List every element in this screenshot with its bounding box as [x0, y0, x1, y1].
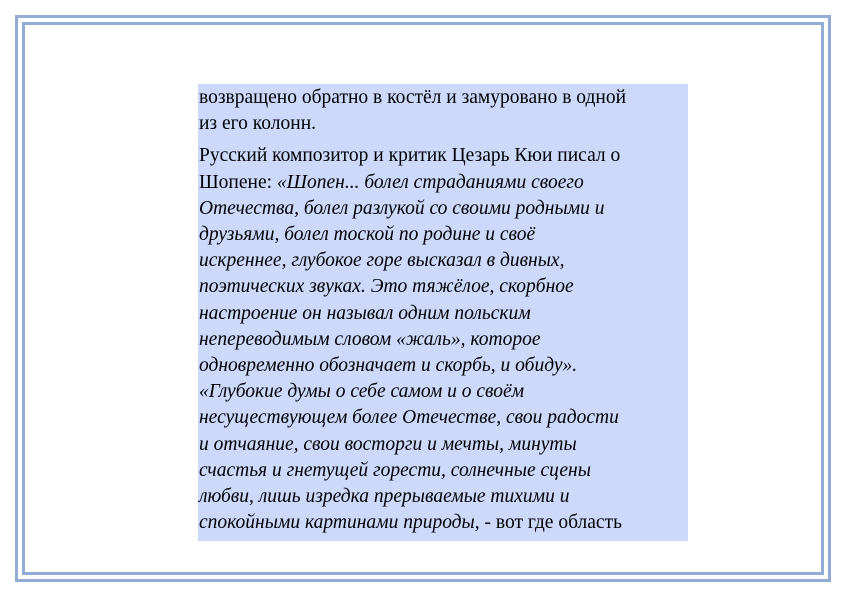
quote-line: искреннее, глубокое горе высказал в дивных, [199, 250, 565, 272]
text-regular: Шопене: [199, 171, 277, 193]
text-line [199, 510, 688, 536]
quote-line: одновременно обозначает и скорбь, и обиду». [199, 355, 578, 377]
quote-line: несуществующем более Отечестве, свои радости [199, 407, 619, 429]
quote-line: Отечества, болел разлукой со своими родными и [199, 197, 605, 219]
quote-line: поэтических звуках. Это тяжёлое, скорбное [199, 276, 574, 298]
text-line [199, 170, 688, 196]
text-regular: - вот где область [479, 512, 622, 534]
quote-line: счастья и гнетущей горести, солнечные сцены [199, 459, 591, 481]
quote-line: настроение он называл одним польским [199, 302, 531, 324]
text-line: Русский композитор и критик Цезарь Кюи писал о [199, 145, 621, 167]
highlighted-text-block [198, 84, 688, 541]
quote-italic: спокойными картинами природы, [199, 512, 480, 534]
quote-line: и отчаяние, свои восторги и мечты, минуты [199, 433, 577, 455]
quote-italic: «Шопен... болел страданиями своего [276, 171, 584, 193]
text-line: из его колонн. [199, 113, 317, 135]
paragraph-2 [199, 143, 688, 536]
quote-line: «Глубокие думы о себе самом и о своём [199, 381, 525, 403]
text-line: возвращено обратно в костёл и замуровано в одной [199, 87, 627, 108]
quote-line: любви, лишь изредка прерываемые тихими и [199, 486, 570, 508]
quote-line: друзьями, болел тоской по родине и своё [199, 224, 536, 246]
quote-line: непереводимым словом «жаль», которое [199, 328, 541, 350]
paragraph-1 [199, 85, 688, 137]
